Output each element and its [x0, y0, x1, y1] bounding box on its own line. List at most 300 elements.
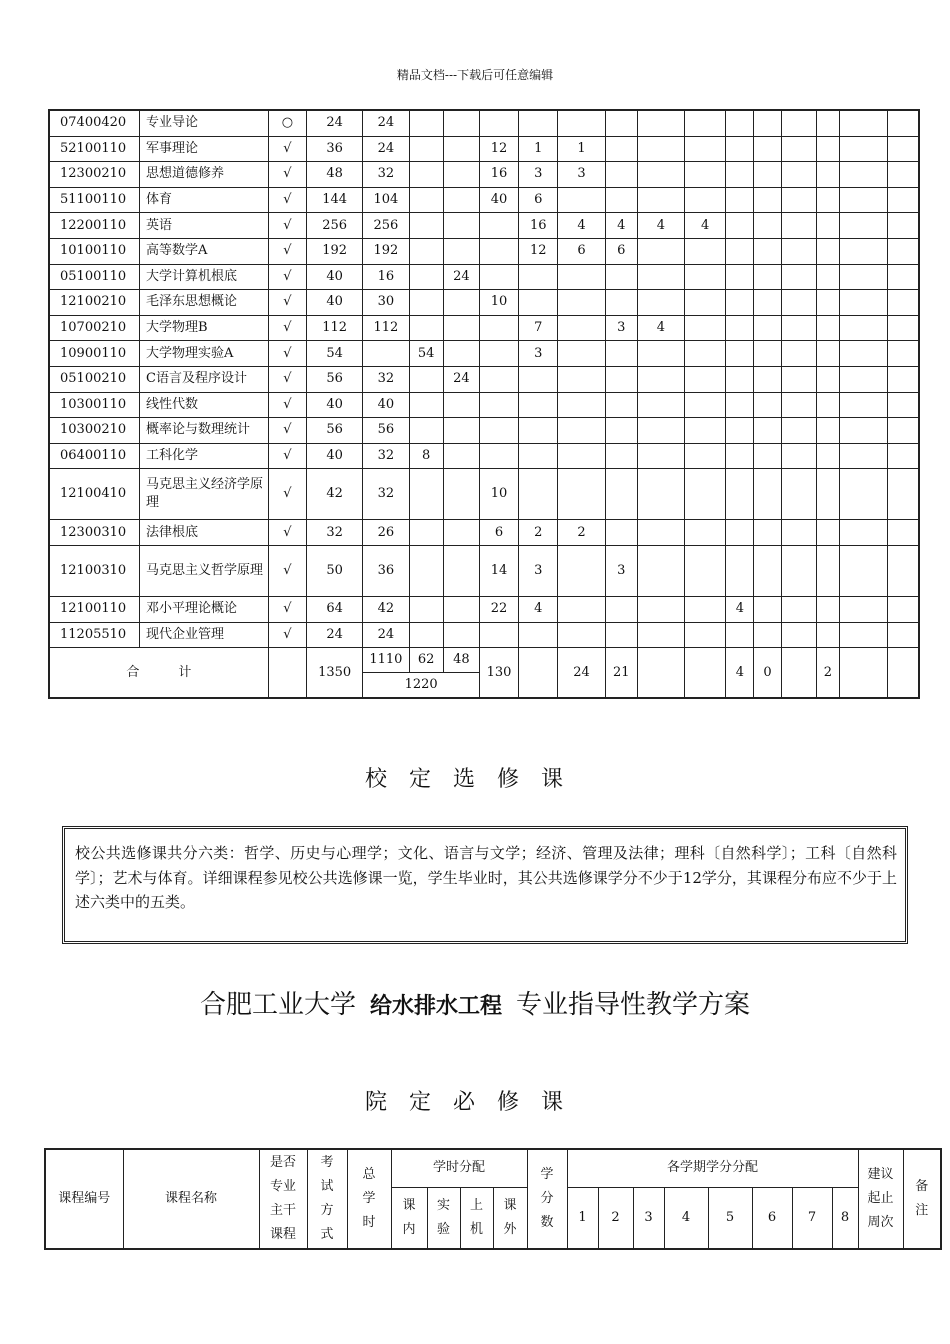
- cell-s4: [685, 469, 726, 520]
- table-row: [49, 213, 919, 239]
- cell-lec: 32: [363, 469, 409, 520]
- cell-s4: [685, 596, 726, 622]
- cell-extra: [479, 341, 518, 367]
- cell-core: √: [268, 392, 306, 418]
- cell-s7: [781, 341, 816, 367]
- cell-s4: [685, 264, 726, 290]
- cell-core: √: [268, 264, 306, 290]
- cell-s3: [637, 520, 684, 546]
- cell-comp: [443, 136, 479, 162]
- cell-start: [839, 622, 887, 648]
- table-row: [49, 622, 919, 648]
- cell-note: [888, 469, 919, 520]
- cell-start: [839, 469, 887, 520]
- cell-note: [888, 418, 919, 444]
- cell-s7: [781, 162, 816, 188]
- cell-s7: [781, 418, 816, 444]
- cell-name: 体育: [140, 187, 269, 213]
- cell-s1: [558, 341, 605, 367]
- cell-s1: [558, 290, 605, 316]
- cell-credit: [519, 469, 558, 520]
- table-row: [49, 187, 919, 213]
- header-lab: [427, 1187, 460, 1249]
- cell-extra: [479, 315, 518, 341]
- cell-s4: [685, 545, 726, 596]
- header-core-text: 是否专业主干课程: [269, 1155, 296, 1242]
- header-lab-text: 实验: [436, 1197, 450, 1237]
- cell-credit: [519, 622, 558, 648]
- semester-4: 4: [664, 1187, 708, 1249]
- cell-s5: [726, 213, 754, 239]
- cell-code: 12100310: [49, 545, 140, 596]
- totals-computer: 48: [443, 648, 479, 673]
- table-row: [49, 520, 919, 546]
- cell-start: [839, 264, 887, 290]
- cell-core: √: [268, 213, 306, 239]
- cell-s6: [754, 213, 781, 239]
- cell-s7: [781, 238, 816, 264]
- cell-start: [839, 162, 887, 188]
- cell-s3: [637, 418, 684, 444]
- totals-label: 合 计: [49, 648, 268, 699]
- cell-lab: [409, 136, 443, 162]
- table-row: [49, 469, 919, 520]
- cell-extra: [479, 443, 518, 469]
- cell-s3: [637, 162, 684, 188]
- cell-note: [888, 622, 919, 648]
- cell-start: [839, 136, 887, 162]
- header-name: 课程名称: [123, 1149, 259, 1249]
- cell-s2: 3: [605, 315, 637, 341]
- cell-s4: [685, 366, 726, 392]
- cell-comp: [443, 213, 479, 239]
- cell-s4: [685, 392, 726, 418]
- cell-s7: [781, 443, 816, 469]
- cell-lec: 30: [363, 290, 409, 316]
- cell-lab: [409, 290, 443, 316]
- table-row: [49, 162, 919, 188]
- cell-s6: [754, 187, 781, 213]
- cell-name: 大学物理实验A: [140, 341, 269, 367]
- header-exam: [307, 1149, 347, 1249]
- semester-8: 8: [832, 1187, 858, 1249]
- header-note-text: 备注: [915, 1179, 929, 1218]
- cell-credit: [519, 110, 558, 136]
- cell-s8: [816, 520, 839, 546]
- cell-name: 专业导论: [140, 110, 269, 136]
- semester-3: 3: [633, 1187, 664, 1249]
- cell-s4: [685, 341, 726, 367]
- cell-s8: [816, 366, 839, 392]
- cell-lec: 104: [363, 187, 409, 213]
- cell-s6: [754, 136, 781, 162]
- cell-s2: [605, 264, 637, 290]
- cell-name: 英语: [140, 213, 269, 239]
- cell-comp: 24: [443, 264, 479, 290]
- cell-lab: [409, 315, 443, 341]
- cell-s3: [637, 110, 684, 136]
- cell-note: [888, 545, 919, 596]
- cell-s5: [726, 392, 754, 418]
- cell-s7: [781, 136, 816, 162]
- cell-s3: [637, 392, 684, 418]
- cell-s1: [558, 443, 605, 469]
- cell-lab: [409, 366, 443, 392]
- cell-s1: [558, 366, 605, 392]
- cell-lab: [409, 238, 443, 264]
- cell-lab: [409, 110, 443, 136]
- cell-s7: [781, 392, 816, 418]
- cell-note: [888, 520, 919, 546]
- cell-comp: [443, 187, 479, 213]
- cell-extra: [479, 264, 518, 290]
- cell-comp: [443, 622, 479, 648]
- main-title: [0, 984, 950, 1021]
- cell-lec: 32: [363, 366, 409, 392]
- cell-comp: [443, 520, 479, 546]
- totals-s2: 21: [605, 648, 637, 699]
- cell-s1: 2: [558, 520, 605, 546]
- cell-core: √: [268, 469, 306, 520]
- table-row: [49, 418, 919, 444]
- cell-credit: [519, 418, 558, 444]
- cell-s2: [605, 162, 637, 188]
- cell-s1: 3: [558, 162, 605, 188]
- cell-core: √: [268, 520, 306, 546]
- cell-lab: [409, 520, 443, 546]
- cell-extra: 14: [479, 545, 518, 596]
- cell-extra: [479, 392, 518, 418]
- cell-s4: [685, 520, 726, 546]
- cell-s5: [726, 187, 754, 213]
- semester-2: 2: [598, 1187, 633, 1249]
- totals-lab: 62: [409, 648, 443, 673]
- cell-s2: [605, 443, 637, 469]
- cell-code: 12100110: [49, 596, 140, 622]
- cell-note: [888, 290, 919, 316]
- cell-s6: [754, 545, 781, 596]
- cell-credit: [519, 443, 558, 469]
- cell-s1: 6: [558, 238, 605, 264]
- cell-code: 10300110: [49, 392, 140, 418]
- cell-s6: [754, 341, 781, 367]
- cell-comp: [443, 545, 479, 596]
- totals-hours-sum: 1220: [363, 673, 480, 699]
- cell-s7: [781, 366, 816, 392]
- cell-s4: [685, 238, 726, 264]
- cell-name: 大学计算机根底: [140, 264, 269, 290]
- cell-credit: 16: [519, 213, 558, 239]
- cell-extra: [479, 238, 518, 264]
- cell-start: [839, 110, 887, 136]
- cell-s5: [726, 315, 754, 341]
- cell-s3: 4: [637, 213, 684, 239]
- cell-s5: [726, 264, 754, 290]
- cell-core: √: [268, 622, 306, 648]
- totals-s7: [781, 648, 816, 699]
- cell-note: [888, 596, 919, 622]
- cell-lec: 112: [363, 315, 409, 341]
- cell-extra: [479, 366, 518, 392]
- cell-comp: [443, 418, 479, 444]
- cell-s8: [816, 136, 839, 162]
- cell-total: 56: [306, 366, 362, 392]
- cell-start: [839, 392, 887, 418]
- cell-lec: 26: [363, 520, 409, 546]
- cell-credit: 1: [519, 136, 558, 162]
- cell-s8: [816, 264, 839, 290]
- cell-s8: [816, 315, 839, 341]
- cell-core: √: [268, 545, 306, 596]
- cell-lec: 40: [363, 392, 409, 418]
- cell-s1: [558, 596, 605, 622]
- cell-lab: [409, 596, 443, 622]
- table-row: [49, 110, 919, 136]
- cell-s5: [726, 469, 754, 520]
- cell-s4: [685, 418, 726, 444]
- cell-extra: 6: [479, 520, 518, 546]
- cell-total: 256: [306, 213, 362, 239]
- cell-s7: [781, 187, 816, 213]
- cell-s4: [685, 162, 726, 188]
- cell-name: 毛泽东思想概论: [140, 290, 269, 316]
- cell-lab: [409, 187, 443, 213]
- cell-total: 112: [306, 315, 362, 341]
- cell-s7: [781, 110, 816, 136]
- cell-code: 12300310: [49, 520, 140, 546]
- university-name: 合肥工业大学: [199, 990, 356, 1020]
- totals-row: [49, 648, 919, 673]
- semester-1: 1: [567, 1187, 598, 1249]
- cell-name: 邓小平理论概论: [140, 596, 269, 622]
- cell-lec: 16: [363, 264, 409, 290]
- cell-core: √: [268, 290, 306, 316]
- cell-s4: [685, 290, 726, 316]
- totals-s1: 24: [558, 648, 605, 699]
- totals-note: [888, 648, 919, 699]
- table-row: [49, 136, 919, 162]
- cell-s4: [685, 110, 726, 136]
- cell-lec: 256: [363, 213, 409, 239]
- cell-start: [839, 418, 887, 444]
- cell-code: 10900110: [49, 341, 140, 367]
- cell-s2: [605, 418, 637, 444]
- cell-comp: [443, 443, 479, 469]
- cell-extra: 10: [479, 469, 518, 520]
- cell-s1: [558, 622, 605, 648]
- totals-start: [839, 648, 887, 699]
- totals-lecture: 1110: [363, 648, 409, 673]
- major-name: 给水排水工程: [369, 993, 502, 1019]
- cell-note: [888, 341, 919, 367]
- elective-description: 校公共选修课共分六类：哲学、历史与心理学；文化、语言与文学；经济、管理及法律；理科〔自然科学〕；工科〔自然科学〕；艺术与体育。详细课程参见校公共选修课一览，学生毕业时，其公共选修课学分不少于12学分，其课程分布应不少于上述六类中的五类。: [62, 826, 908, 944]
- cell-code: 12100410: [49, 469, 140, 520]
- cell-name: 法律根底: [140, 520, 269, 546]
- cell-comp: [443, 596, 479, 622]
- cell-comp: [443, 162, 479, 188]
- cell-s3: [637, 469, 684, 520]
- cell-s2: [605, 290, 637, 316]
- cell-lab: [409, 392, 443, 418]
- cell-lec: 42: [363, 596, 409, 622]
- cell-total: 144: [306, 187, 362, 213]
- cell-total: 40: [306, 290, 362, 316]
- cell-core: √: [268, 596, 306, 622]
- cell-s7: [781, 315, 816, 341]
- cell-extra: [479, 213, 518, 239]
- table-row: [49, 341, 919, 367]
- cell-total: 40: [306, 392, 362, 418]
- cell-s6: [754, 469, 781, 520]
- cell-s2: [605, 622, 637, 648]
- table-row: [49, 596, 919, 622]
- cell-code: 07400420: [49, 110, 140, 136]
- cell-note: [888, 136, 919, 162]
- cell-core: √: [268, 187, 306, 213]
- cell-lab: [409, 545, 443, 596]
- cell-s2: [605, 366, 637, 392]
- cell-s3: 4: [637, 315, 684, 341]
- cell-name: 线性代数: [140, 392, 269, 418]
- cell-s8: [816, 238, 839, 264]
- cell-s8: [816, 545, 839, 596]
- header-semester-credits: 各学期学分分配: [567, 1149, 858, 1187]
- cell-note: [888, 187, 919, 213]
- cell-total: 40: [306, 264, 362, 290]
- cell-credit: [519, 392, 558, 418]
- cell-s6: [754, 315, 781, 341]
- header-credit: [527, 1149, 567, 1249]
- cell-start: [839, 596, 887, 622]
- cell-total: 56: [306, 418, 362, 444]
- cell-code: 10100110: [49, 238, 140, 264]
- cell-s8: [816, 443, 839, 469]
- elective-section-title: 校定选修课: [364, 767, 585, 792]
- cell-core: √: [268, 418, 306, 444]
- header-extra: [493, 1187, 527, 1249]
- cell-core: √: [268, 315, 306, 341]
- cell-extra: [479, 110, 518, 136]
- cell-s7: [781, 545, 816, 596]
- cell-s6: [754, 622, 781, 648]
- cell-comp: [443, 290, 479, 316]
- page-header: 精品文档---下载后可任意编辑: [396, 68, 554, 82]
- cell-s7: [781, 264, 816, 290]
- cell-s1: [558, 315, 605, 341]
- cell-s1: [558, 469, 605, 520]
- cell-total: 50: [306, 545, 362, 596]
- cell-lec: 24: [363, 622, 409, 648]
- cell-s6: [754, 392, 781, 418]
- cell-name: 大学物理B: [140, 315, 269, 341]
- cell-start: [839, 187, 887, 213]
- cell-lec: 192: [363, 238, 409, 264]
- cell-total: 64: [306, 596, 362, 622]
- header-exam-text: 考试方式: [320, 1155, 334, 1242]
- cell-s8: [816, 596, 839, 622]
- cell-s8: [816, 341, 839, 367]
- cell-code: 10700210: [49, 315, 140, 341]
- cell-s7: [781, 520, 816, 546]
- cell-start: [839, 366, 887, 392]
- cell-s5: [726, 238, 754, 264]
- cell-s1: 4: [558, 213, 605, 239]
- cell-s4: [685, 136, 726, 162]
- cell-code: 10300210: [49, 418, 140, 444]
- totals-core: [268, 648, 306, 699]
- header-computer: [460, 1187, 493, 1249]
- cell-s8: [816, 622, 839, 648]
- cell-s2: 6: [605, 238, 637, 264]
- cell-s3: [637, 264, 684, 290]
- cell-credit: 3: [519, 162, 558, 188]
- cell-credit: 6: [519, 187, 558, 213]
- cell-core: ○: [268, 110, 306, 136]
- cell-credit: 7: [519, 315, 558, 341]
- header-computer-text: 上机: [469, 1197, 483, 1237]
- cell-lec: 24: [363, 136, 409, 162]
- cell-s5: [726, 545, 754, 596]
- header-code: 课程编号: [45, 1149, 123, 1249]
- totals-s5: 4: [726, 648, 754, 699]
- cell-name: 马克思主义哲学原理: [140, 545, 269, 596]
- cell-s2: [605, 187, 637, 213]
- cell-comp: [443, 469, 479, 520]
- cell-s8: [816, 418, 839, 444]
- cell-total: 24: [306, 110, 362, 136]
- cell-s3: [637, 238, 684, 264]
- cell-s8: [816, 213, 839, 239]
- cell-credit: [519, 290, 558, 316]
- cell-credit: 12: [519, 238, 558, 264]
- cell-s3: [637, 187, 684, 213]
- cell-code: 12100210: [49, 290, 140, 316]
- cell-start: [839, 315, 887, 341]
- cell-lec: 36: [363, 545, 409, 596]
- cell-s5: [726, 443, 754, 469]
- cell-s1: [558, 264, 605, 290]
- cell-comp: 24: [443, 366, 479, 392]
- cell-s6: [754, 162, 781, 188]
- table-row: [49, 443, 919, 469]
- cell-s2: [605, 392, 637, 418]
- cell-total: 36: [306, 136, 362, 162]
- cell-note: [888, 392, 919, 418]
- totals-s8: 2: [816, 648, 839, 699]
- cell-name: 现代企业管理: [140, 622, 269, 648]
- cell-s3: [637, 341, 684, 367]
- cell-start: [839, 238, 887, 264]
- semester-6: 6: [752, 1187, 792, 1249]
- cell-note: [888, 264, 919, 290]
- totals-extra: 130: [479, 648, 518, 699]
- cell-s8: [816, 469, 839, 520]
- cell-credit: [519, 366, 558, 392]
- cell-s5: [726, 136, 754, 162]
- cell-start: [839, 290, 887, 316]
- cell-extra: [479, 418, 518, 444]
- cell-lec: [363, 341, 409, 367]
- header-total-text: 总学时: [362, 1167, 376, 1230]
- cell-start: [839, 520, 887, 546]
- cell-total: 54: [306, 341, 362, 367]
- cell-start: [839, 341, 887, 367]
- cell-total: 40: [306, 443, 362, 469]
- header-start-weeks: [858, 1149, 903, 1249]
- cell-s3: [637, 443, 684, 469]
- header-hours: 学时分配: [391, 1149, 527, 1187]
- cell-name: 工科化学: [140, 443, 269, 469]
